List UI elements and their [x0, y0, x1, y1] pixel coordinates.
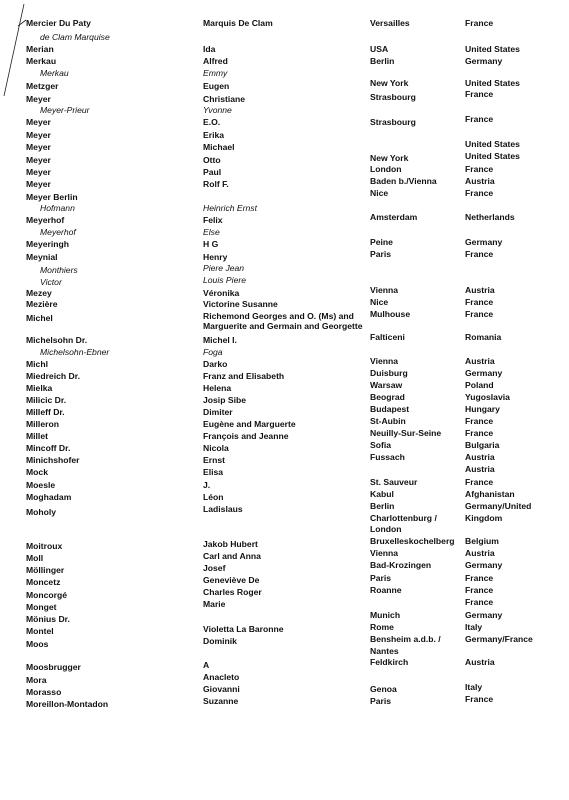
city-cell: Duisburg	[370, 368, 408, 378]
city-cell: Vienna	[370, 548, 399, 558]
surname-cell: Meyer Berlin	[26, 192, 78, 202]
surname-cell: Meynial	[26, 252, 58, 262]
country-cell: United States	[465, 78, 520, 88]
given-name-cell: Anacleto	[203, 672, 240, 682]
city-cell: Nice	[370, 188, 389, 198]
given-name-cell: Eugen	[203, 81, 230, 91]
city-cell: Genoa	[370, 684, 397, 694]
city-cell: Paris	[370, 573, 392, 583]
city-cell: Strasbourg	[370, 92, 416, 102]
country-cell: Bulgaria	[465, 440, 500, 450]
city-cell: Kabul	[370, 489, 394, 499]
surname-cell: Michelsohn-Ebner	[40, 347, 110, 357]
given-name-cell: Léon	[203, 492, 224, 502]
city-cell: Amsterdam	[370, 212, 418, 222]
country-cell: Germany	[465, 560, 503, 570]
surname-cell: Moncetz	[26, 577, 61, 587]
surname-cell: de Clam Marquise	[40, 32, 110, 42]
given-name-cell: Giovanni	[203, 684, 240, 694]
city-cell: Peine	[370, 237, 393, 247]
country-cell: Germany	[465, 237, 503, 247]
surname-cell: Moitroux	[26, 541, 63, 551]
city-cell: St-Aubin	[370, 416, 406, 426]
given-name-cell: Michel I.	[203, 335, 237, 345]
given-name-cell: Richemond Georges and O. (Ms) and	[203, 311, 354, 321]
surname-cell: Hofmann	[40, 203, 75, 213]
country-cell: Poland	[465, 380, 494, 390]
city-cell: Paris	[370, 249, 392, 259]
country-cell: Austria	[465, 548, 495, 558]
surname-cell: Merian	[26, 44, 54, 54]
surname-cell: Moholy	[26, 507, 57, 517]
surname-cell: Minichshofer	[26, 455, 80, 465]
country-cell: France	[465, 297, 494, 307]
country-cell: United States	[465, 151, 520, 161]
country-cell: Germany	[465, 56, 503, 66]
surname-cell: Mezière	[26, 299, 58, 309]
country-cell: France	[465, 428, 494, 438]
given-name-cell: Heinrich Ernst	[203, 203, 257, 213]
given-name-cell: A	[203, 660, 210, 670]
given-name-cell: Suzanne	[203, 696, 239, 706]
country-cell: Italy	[465, 622, 483, 632]
city-cell: Strasbourg	[370, 117, 416, 127]
surname-cell: Mincoff Dr.	[26, 443, 71, 453]
surname-cell: Miedreich Dr.	[26, 371, 80, 381]
surname-cell: Mock	[26, 467, 48, 477]
city-cell: Budapest	[370, 404, 410, 414]
surname-cell: Meyerhof	[40, 227, 76, 237]
country-cell: France	[465, 597, 494, 607]
surname-cell: Moghadam	[26, 492, 72, 502]
table-row	[0, 334, 569, 346]
country-cell: Germany	[465, 610, 503, 620]
given-name-cell: Ernst	[203, 455, 225, 465]
given-name-cell: Marguerite and Germain and Georgette	[203, 321, 363, 331]
surname-cell: Meyer	[26, 94, 51, 104]
given-name-cell: Marie	[203, 599, 226, 609]
city-cell: Feldkirch	[370, 657, 409, 667]
city-cell: Warsaw	[370, 380, 403, 390]
surname-cell: Victor	[40, 277, 62, 287]
given-name-cell: Louis Piere	[203, 275, 246, 285]
given-name-cell: Ida	[203, 44, 216, 54]
surname-cell: Milleron	[26, 419, 59, 429]
surname-cell: Meyer-Prieur	[40, 105, 90, 115]
city-cell: Bruxelleskochelberg	[370, 536, 455, 546]
given-name-cell: Alfred	[203, 56, 228, 66]
city-cell: Nice	[370, 297, 389, 307]
surname-cell: Meyer	[26, 130, 51, 140]
city-cell: Bensheim a.d.b. /	[370, 634, 441, 644]
country-cell: Austria	[465, 285, 495, 295]
table-row	[0, 43, 569, 55]
country-cell: United States	[465, 139, 520, 149]
surname-cell: Millet	[26, 431, 48, 441]
surname-cell: Mora	[26, 675, 47, 685]
country-cell: Austria	[465, 356, 495, 366]
country-cell: Austria	[465, 452, 495, 462]
country-cell: France	[465, 249, 494, 259]
surname-cell: Milleff Dr.	[26, 407, 65, 417]
given-name-cell: Charles Roger	[203, 587, 262, 597]
city-cell: Vienna	[370, 285, 399, 295]
country-cell: Hungary	[465, 404, 500, 414]
surname-cell: Meyer	[26, 155, 51, 165]
city-cell: Berlin	[370, 501, 395, 511]
table-row	[0, 116, 569, 128]
given-name-cell: Dimiter	[203, 407, 233, 417]
table-row	[0, 698, 569, 710]
given-name-cell: Otto	[203, 155, 221, 165]
surname-cell: Meyeringh	[26, 239, 69, 249]
country-cell: France	[465, 188, 494, 198]
surname-cell: Mönius Dr.	[26, 614, 70, 624]
country-cell: France	[465, 477, 494, 487]
given-name-cell: Felix	[203, 215, 223, 225]
surname-cell: Merkau	[26, 56, 57, 66]
surname-cell: Mezey	[26, 288, 52, 298]
surname-cell: Milicic Dr.	[26, 395, 67, 405]
surname-cell: Michel	[26, 313, 53, 323]
city-cell: Paris	[370, 696, 392, 706]
surname-cell: Meyerhof	[26, 215, 65, 225]
country-cell: Netherlands	[465, 212, 515, 222]
city-cell: St. Sauveur	[370, 477, 418, 487]
given-name-cell: Violetta La Baronne	[203, 624, 284, 634]
given-name-cell: Helena	[203, 383, 232, 393]
surname-cell: Michl	[26, 359, 48, 369]
surname-cell: Meyer	[26, 167, 51, 177]
surname-cell: Metzger	[26, 81, 59, 91]
city-cell: Roanne	[370, 585, 402, 595]
country-cell: Italy	[465, 682, 483, 692]
given-name-cell: H G	[203, 239, 219, 249]
given-name-cell: Geneviève De	[203, 575, 260, 585]
city-cell: Falticeni	[370, 332, 405, 342]
table-row	[0, 17, 569, 29]
surname-cell: Moesle	[26, 480, 56, 490]
surname-cell: Montel	[26, 626, 54, 636]
given-name-cell: Foga	[203, 347, 223, 357]
surname-cell: Meyer	[26, 117, 51, 127]
given-name-cell: Nicola	[203, 443, 229, 453]
given-name-cell: Josef	[203, 563, 226, 573]
city-cell: Baden b./Vienna	[370, 176, 437, 186]
country-cell: Yugoslavia	[465, 392, 510, 402]
country-cell: Kingdom	[465, 513, 503, 523]
country-cell: Austria	[465, 657, 495, 667]
given-name-cell: Victorine Susanne	[203, 299, 278, 309]
given-name-cell: François and Jeanne	[203, 431, 289, 441]
given-name-cell: Yvonne	[203, 105, 232, 115]
surname-cell: Moreillon-Montadon	[26, 699, 109, 709]
city-cell: London	[370, 524, 402, 534]
given-name-cell: Else	[203, 227, 220, 237]
surname-cell: Morasso	[26, 687, 62, 697]
given-name-cell: Jakob Hubert	[203, 539, 258, 549]
city-cell: Bad-Krozingen	[370, 560, 432, 570]
surname-cell: Moll	[26, 553, 44, 563]
given-name-cell: Emmy	[203, 68, 228, 78]
given-name-cell: Darko	[203, 359, 228, 369]
surname-cell: Monget	[26, 602, 57, 612]
country-cell: France	[465, 573, 494, 583]
country-cell: France	[465, 164, 494, 174]
given-name-cell: Carl and Anna	[203, 551, 261, 561]
table-row	[0, 55, 569, 67]
country-cell: France	[465, 416, 494, 426]
surname-cell: Monthiers	[40, 265, 78, 275]
city-cell: Neuilly-Sur-Seine	[370, 428, 442, 438]
table-row	[0, 523, 569, 535]
surname-cell: Meyer	[26, 179, 51, 189]
city-cell: Munich	[370, 610, 401, 620]
surname-cell: Merkau	[40, 68, 69, 78]
city-cell: Fussach	[370, 452, 405, 462]
surname-cell: Moos	[26, 639, 49, 649]
country-cell: France	[465, 309, 494, 319]
country-cell: Afghanistan	[465, 489, 515, 499]
surname-cell: Michelsohn Dr.	[26, 335, 88, 345]
surname-cell: Mielka	[26, 383, 53, 393]
country-cell: Romania	[465, 332, 502, 342]
country-cell: United States	[465, 44, 520, 54]
surname-cell: Moncorgé	[26, 590, 68, 600]
country-cell: France	[465, 89, 494, 99]
country-cell: France	[465, 114, 494, 124]
surname-cell: Möllinger	[26, 565, 65, 575]
city-cell: Beograd	[370, 392, 405, 402]
country-cell: Austria	[465, 176, 495, 186]
country-cell: Germany/France	[465, 634, 533, 644]
given-name-cell: Piere Jean	[203, 263, 245, 273]
given-name-cell: Rolf F.	[203, 179, 229, 189]
city-cell: Vienna	[370, 356, 399, 366]
given-name-cell: Marquis De Clam	[203, 18, 273, 28]
given-name-cell: J.	[203, 480, 211, 490]
city-cell: Charlottenburg /	[370, 513, 437, 523]
city-cell: Mulhouse	[370, 309, 411, 319]
given-name-cell: Christiane	[203, 94, 246, 104]
surname-cell: Meyer	[26, 142, 51, 152]
city-cell: Nantes	[370, 646, 399, 656]
given-name-cell: Henry	[203, 252, 228, 262]
city-cell: Berlin	[370, 56, 395, 66]
given-name-cell: Dominik	[203, 636, 237, 646]
given-name-cell: Elisa	[203, 467, 224, 477]
city-cell: USA	[370, 44, 389, 54]
city-cell: Sofia	[370, 440, 392, 450]
city-cell: New York	[370, 78, 409, 88]
country-cell: France	[465, 18, 494, 28]
city-cell: Rome	[370, 622, 394, 632]
country-cell: Belgium	[465, 536, 499, 546]
city-cell: London	[370, 164, 402, 174]
given-name-cell: Eugène and Marguerte	[203, 419, 296, 429]
given-name-cell: Ladislaus	[203, 504, 243, 514]
city-cell: New York	[370, 153, 409, 163]
given-name-cell: Paul	[203, 167, 222, 177]
city-cell: Versailles	[370, 18, 410, 28]
surname-cell: Moosbrugger	[26, 662, 81, 672]
table-row	[0, 31, 569, 43]
given-name-cell: Michael	[203, 142, 235, 152]
table-row	[0, 214, 569, 226]
surname-cell: Mercier Du Paty	[26, 18, 91, 28]
country-cell: France	[465, 585, 494, 595]
country-cell: France	[465, 694, 494, 704]
country-cell: Austria	[465, 464, 495, 474]
given-name-cell: E.O.	[203, 117, 221, 127]
given-name-cell: Erika	[203, 130, 225, 140]
given-name-cell: Franz and Elisabeth	[203, 371, 285, 381]
country-cell: Germany	[465, 368, 503, 378]
given-name-cell: Véronika	[203, 288, 240, 298]
country-cell: Germany/United	[465, 501, 532, 511]
given-name-cell: Josip Sibe	[203, 395, 246, 405]
